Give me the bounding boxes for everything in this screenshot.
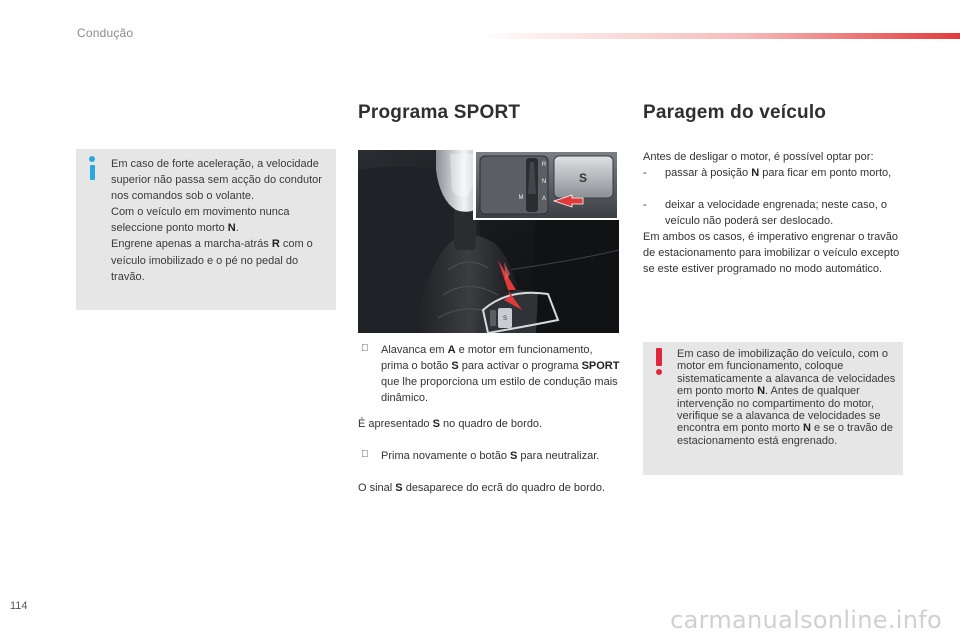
stop-d1-key: N: [751, 167, 760, 179]
sport-key-sport: SPORT: [581, 360, 620, 373]
dash-marker: -: [643, 199, 647, 211]
stop-option-2-text: deixar a velocidade engrenada; neste caso, o veículo não poderá ser deslocado.: [665, 199, 887, 228]
page-number: 114: [10, 600, 28, 612]
header-accent-rule: [475, 33, 960, 39]
sport-step-2-key: S: [510, 450, 518, 462]
sport-step-2: [381, 448, 621, 464]
gear-lever-illustration: [358, 150, 619, 333]
sport-step-2-a: Prima novamente o botão: [381, 450, 511, 462]
bullet-icon: [361, 449, 369, 460]
section-label: Condução: [77, 26, 134, 40]
info-line-2a: Com o veículo em movimento nunca seleccione ponto morto: [111, 206, 290, 235]
sport-p2-b: desaparece do ecrã do quadro de bordo.: [402, 482, 606, 494]
sport-p2-a: O sinal: [358, 482, 396, 494]
sport-key-a: A: [447, 344, 456, 356]
info-key-n: N: [227, 222, 236, 235]
stop-paragraph-2: Em ambos os casos, é imperativo engrenar o travão de estacionamento para imobilizar o veículo excepto se este estiver programado no modo automático.: [643, 231, 900, 276]
stop-option-1: [643, 165, 908, 199]
sport-step-1-b: e motor em funcionamento, prima o botão: [381, 344, 593, 373]
photo-label-s: S: [578, 171, 588, 185]
photo-label-n: N: [541, 179, 547, 185]
warning-c: e se o travão de estacionamento está engrenado.: [677, 422, 893, 447]
sport-step-1: [381, 342, 621, 406]
stop-option-2: [643, 197, 908, 231]
sport-p1-b: no quadro de bordo.: [439, 418, 543, 430]
gear-lever-photo: [358, 150, 619, 333]
info-key-r: R: [271, 238, 280, 251]
dash-marker: -: [643, 167, 647, 179]
info-note-box: [76, 149, 336, 310]
sport-program-heading: Programa SPORT: [358, 102, 521, 123]
info-line-2b: .: [235, 222, 239, 235]
sport-step-1-d: que lhe proporciona um estilo de condução mais dinâmico.: [381, 376, 618, 405]
warning-note-text: [677, 348, 899, 447]
stop-d1-a: passar à posição: [665, 167, 752, 179]
warning-icon: [653, 348, 665, 376]
watermark-link[interactable]: carmanualsonline.info: [670, 606, 942, 634]
photo-label-m: M: [518, 195, 524, 201]
sport-key-s: S: [451, 360, 459, 373]
sport-step-1-c: para activar o programa: [458, 360, 582, 373]
sport-paragraph-1: [358, 416, 623, 432]
warning-b: . Antes de qualquer intervenção no compartimento do motor, verifique se a alavanca de velocidades se encontra em ponto morto: [677, 385, 881, 435]
sport-p1-a: É apresentado: [358, 418, 433, 430]
bullet-icon: [361, 343, 369, 354]
sport-p1-key: S: [432, 418, 440, 430]
vehicle-stop-heading: Paragem do veículo: [643, 102, 827, 123]
info-line-3a: Engrene apenas a marcha-atrás: [111, 238, 272, 251]
photo-label-a: A: [541, 196, 547, 202]
warning-key-n-1: N: [757, 385, 766, 398]
stop-d1-b: para ficar em ponto morto,: [759, 167, 892, 179]
info-note-text: [111, 156, 333, 285]
info-icon: [86, 156, 98, 182]
photo-label-r: R: [541, 162, 547, 168]
warning-a: Em caso de imobilização do veículo, com o motor em funcionamento, coloque sistematicamente a alavanca de velocidades em ponto morto: [677, 348, 896, 398]
sport-paragraph-2: [358, 480, 620, 496]
stop-intro: Antes de desligar o motor, é possível optar por:: [643, 151, 874, 163]
sport-p2-key: S: [395, 482, 403, 494]
svg-text:S: S: [502, 316, 508, 322]
stop-option-1-text: [665, 165, 905, 181]
warning-note-box: [643, 342, 903, 475]
sport-step-2-b: para neutralizar.: [517, 450, 600, 462]
sport-step-1-a: Alavanca em: [381, 344, 448, 356]
info-line-1: Em caso de forte aceleração, a velocidade superior não passa sem acção do condutor nos comandos sob o volante.: [111, 158, 322, 203]
info-line-3b: com o veículo imobilizado e o pé no pedal do travão.: [111, 238, 313, 283]
warning-key-n-2: N: [802, 422, 811, 435]
